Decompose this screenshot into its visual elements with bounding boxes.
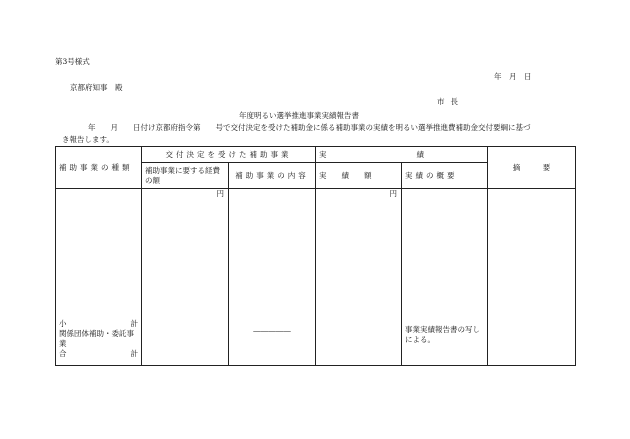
subtotal-label-a: 小 — [59, 319, 67, 328]
unit-yen-amount: 円 — [389, 189, 397, 198]
header-remarks: 摘 要 — [488, 147, 576, 189]
amount-cell — [316, 189, 402, 366]
header-decision-group: 交付決定を受けた補助事業 — [142, 147, 316, 163]
date-line: 年 月 日 — [494, 72, 532, 81]
form-number: 第3号様式 — [55, 57, 90, 66]
type-cell — [56, 189, 142, 366]
overview-note: 事業実績報告書の写しによる。 — [405, 325, 480, 344]
body-text-line2: き報告します。 — [62, 135, 114, 144]
body-text-line1: 年 月 日付け京都府指令第 号で交付決定を受けた補助金に係る補助事業の実績を明るい選挙推進費補助金交付要綱に基づ — [88, 123, 531, 132]
header-content: 補助事業の内容 — [229, 163, 316, 189]
sender: 市長 — [437, 97, 464, 106]
related-label: 関係団体補助・委託事業 — [59, 329, 134, 348]
header-result-group: 実 績 — [316, 147, 488, 163]
total-label-a: 合 — [59, 349, 67, 358]
document-title: 年度明るい選挙推進事業実績報告書 — [239, 111, 359, 120]
addressee: 京都府知事 殿 — [70, 83, 123, 92]
header-cost: 補助事業に要する経費の額 — [142, 163, 229, 189]
remarks-cell — [488, 189, 576, 366]
header-overview: 実績の概要 — [402, 163, 488, 189]
overview-cell — [402, 189, 488, 366]
unit-yen-cost: 円 — [216, 189, 224, 198]
content-cell — [229, 189, 316, 366]
total-label-b: 計 — [130, 349, 138, 358]
report-table — [55, 146, 576, 366]
header-subsidy-type: 補助事業の種類 — [56, 147, 142, 189]
header-amount: 実 績 額 — [316, 163, 402, 189]
cost-cell — [142, 189, 229, 366]
dash-line: ――――― — [253, 326, 291, 335]
subtotal-label-b: 計 — [130, 319, 138, 328]
